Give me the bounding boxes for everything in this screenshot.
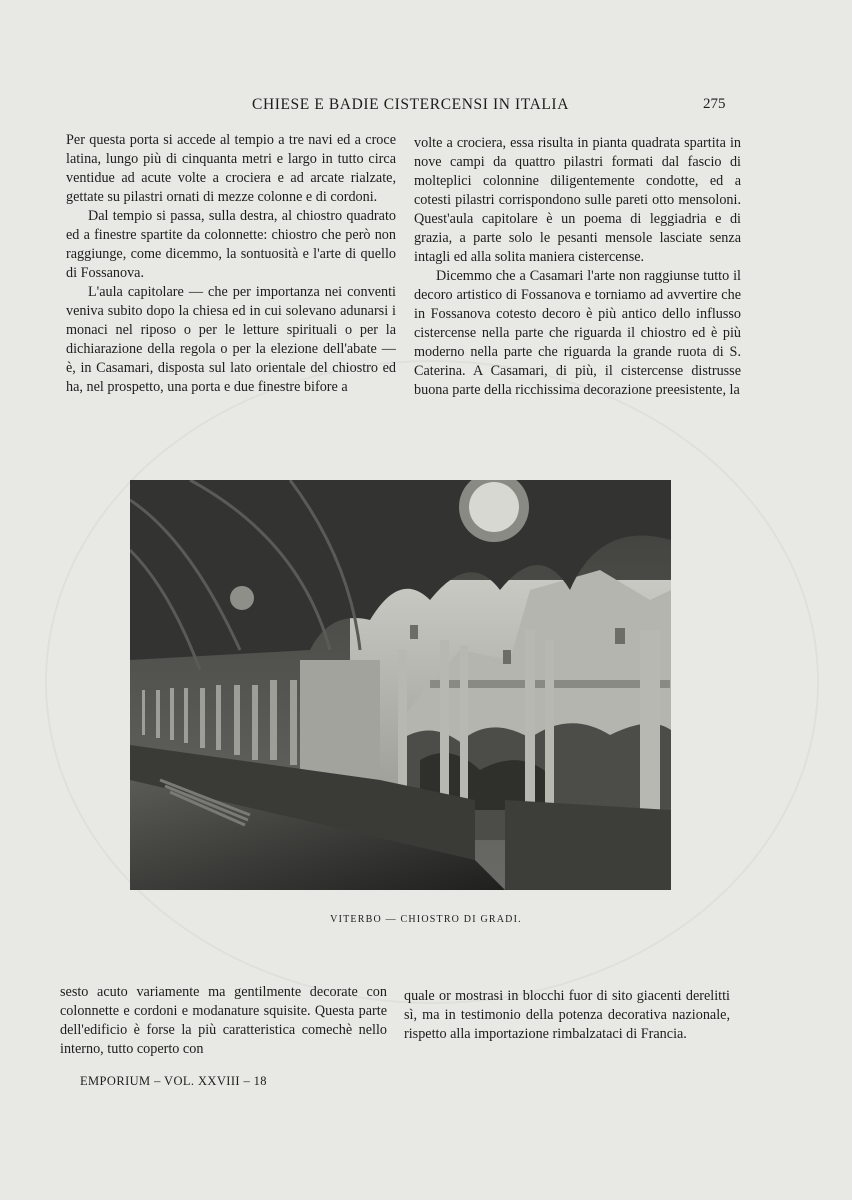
paragraph: Per questa porta si accede al tempio a tre navi ed a croce latina, lungo più di cinquanta metri e largo in tutto circa ventidue ad acute volte a crociera e ad arcate rialzate, gettate su pilastri ornati di mezze colonne e di cordoni. bbox=[66, 132, 396, 205]
paragraph: sesto acuto variamente ma gentilmente decorate con colonnette e cordoni e modanature squisite. Questa parte dell'edificio è forse la più caratteristica comechè nello interno, tutto coperto con bbox=[60, 984, 387, 1057]
running-title: CHIESE E BADIE CISTERCENSI IN ITALIA bbox=[252, 96, 569, 113]
paragraph: L'aula capitolare — che per importanza nei conventi veniva subito dopo la chiesa ed in cui solevano adunarsi i monaci nel riposo o per le letture spirituali o per la dichiarazione della regola o per la elezione dell'abate — è, in Casamari, disposta sul lato orientale del chiostro ed ha, nel prospetto, una porta e due finestre bifore a bbox=[66, 284, 396, 395]
cloister-photograph bbox=[130, 480, 671, 890]
running-head bbox=[0, 96, 852, 116]
figure-caption: VITERBO — CHIOSTRO DI GRADI. bbox=[330, 914, 522, 925]
column-top-left bbox=[66, 131, 396, 397]
column-bottom-right bbox=[404, 987, 730, 1044]
column-top-right bbox=[414, 134, 741, 400]
paragraph: quale or mostrasi in blocchi fuor di sito giacenti derelitti sì, ma in testimonio della potenza decorativa nazionale, rispetto alla importazione rimbalzataci di Francia. bbox=[404, 988, 730, 1042]
paragraph: volte a crociera, essa risulta in pianta quadrata spartita in nove campi da quattro pilastri formati dal fascio di molteplici colonnine diligentemente condotte, ed a cotesti pilastri corrispondono sulle pareti otto mensoloni. Quest'aula capitolare è un poema di leggiadria e di grazia, a parte solo le pesanti mensole lasciate senza intagli ed alla solita maniera cistercense. bbox=[414, 135, 741, 265]
paragraph: Dal tempio si passa, sulla destra, al chiostro quadrato ed a finestre spartite da colonnette: chiostro che però non raggiunge, come dicemmo, la sontuosità e l'arte di quello di Fossanova. bbox=[66, 208, 396, 281]
page-number: 275 bbox=[703, 96, 726, 112]
column-bottom-left bbox=[60, 983, 387, 1059]
paragraph: Dicemmo che a Casamari l'arte non raggiunse tutto il decoro artistico di Fossanova e torniamo ad avvertire che in Fossanova cotesto decoro è più antico dello influsso cistercense nella parte che riguarda il chiostro ed è più moderno nella parte che riguarda la grande ruota di S. Caterina. A Casamari, di più, il cistercense distrusse buona parte della ricchissima decorazione preesistente, la bbox=[414, 268, 741, 398]
page-footer: EMPORIUM – VOL. XXVIII – 18 bbox=[80, 1074, 267, 1088]
